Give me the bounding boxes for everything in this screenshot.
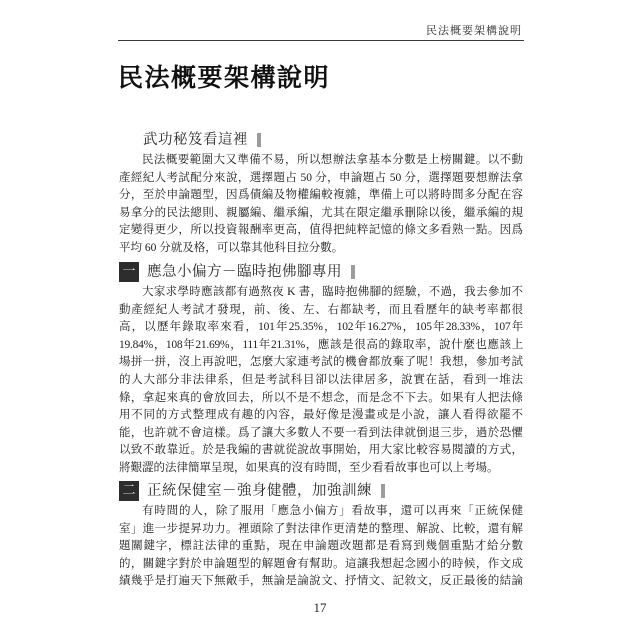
page-number: 17 xyxy=(313,600,327,615)
section-number-badge: 一 xyxy=(119,262,139,282)
section-heading-orthodox-clinic xyxy=(119,481,385,501)
text-line: 能，也許就不會這樣。爲了讓大多數人不要一看到法律就倒退三步，過於恐懼 xyxy=(119,426,523,439)
text-line: 易拿分的民法總則、親屬編、繼承編，尤其在限定繼承刪除以後，繼承編的規 xyxy=(119,206,523,219)
header-rule xyxy=(118,40,524,41)
running-header: 民法概要架構說明 xyxy=(426,24,522,37)
heading-bar-decoration xyxy=(381,484,385,498)
heading-bar-decoration xyxy=(351,265,355,279)
text-line: 將艱澀的法律簡單呈現，如果真的沒有時間，至少看看故事也可以上考場。 xyxy=(119,461,499,474)
text-line: 定變得更少，所以投資報酬率更高，值得把純粹記憶的條文多看熟一點。因爲 xyxy=(119,224,523,237)
text-line: 室」進一步提昇功力。裡頭除了對法律作更清楚的整理、解說、比較，還有解 xyxy=(119,522,523,535)
paragraph-orthodox-clinic xyxy=(119,503,523,591)
paragraph-quick-remedy xyxy=(119,284,523,478)
text-line: 的，關鍵字對於申論題型的解題會有幫助。這讓我想起念國小的時候，作文成 xyxy=(119,557,523,570)
text-line: 的人大部分非法律系，但是考試科目卻以法律居多，說實在話，看到一堆法 xyxy=(119,373,523,386)
text-line: 以致不敢靠近。於是我編的書就從說故事開始，用大家比較容易閱讀的方式， xyxy=(119,444,523,457)
text-line: 條，拿起來真的會放回去，所以不是不想念，而是念不下去。如果有人把法條 xyxy=(119,391,523,404)
text-line: 場拼一拼，沒上再說吧，怎麼大家連考試的機會都放棄了呢！我想，參加考試 xyxy=(119,356,523,369)
text-line: 高，以歷年錄取率來看，101年25.35%，102年16.27%，105年28.33%，107年 xyxy=(119,321,523,334)
text-line: 題關鍵字，標註法律的重點，現在申論題改題都是看寫到幾個重點才給分數 xyxy=(119,540,523,553)
text-line: 用不同的方式整理成有趣的內容，最好像是漫畫或是小說，讓人看得欲罷不 xyxy=(119,409,523,422)
paragraph-intro xyxy=(119,152,523,258)
text-line: 平均 60 分就及格，可以靠其他科目拉分數。 xyxy=(119,241,344,254)
section-heading-text: 應急小偏方－臨時抱佛腳專用 xyxy=(147,264,342,280)
section-heading-quick-remedy xyxy=(119,262,355,282)
text-line: 績幾乎是打遍天下無敵手，無論是論說文、抒情文、記敘文，反正最後的結論 xyxy=(119,575,523,588)
text-line: 分，至於申論題型，因爲債編及物權編較複雜，準備上可以將時間多分配在容 xyxy=(119,189,523,202)
section-heading-text: 正統保健室－強身健體，加強訓練 xyxy=(147,483,372,499)
page-title: 民法概要架構說明 xyxy=(118,63,331,92)
text-line: 大家求學時應該都有過熬夜 K 書，臨時抱佛腳的經驗，不過，我去參加不 xyxy=(142,286,523,298)
text-line: 19.84%，108年21.69%，111年21.31%，應該是很高的錄取率，說什麼也應該上 xyxy=(119,338,523,351)
section-heading-text: 武功秘笈看這裡 xyxy=(143,132,248,148)
heading-bar-decoration xyxy=(257,133,261,147)
text-line: 有時間的人，除了服用「應急小偏方」看故事，還可以再來「正統保健 xyxy=(142,505,523,517)
text-line: 動產經紀人考試才發現，前、後、左、右都缺考，而且看歷年的缺考率都很 xyxy=(119,303,523,316)
section-heading-secret-manual xyxy=(143,130,261,150)
text-line: 民法概要範圍大又準備不易，所以想辦法拿基本分數是上榜關鍵。以不動 xyxy=(142,154,523,166)
text-line: 產經紀人考試配分來說，選擇題占 50 分，申論題占 50 分，選擇題要想辦法拿 xyxy=(119,171,523,184)
section-number-badge: 二 xyxy=(119,481,139,501)
